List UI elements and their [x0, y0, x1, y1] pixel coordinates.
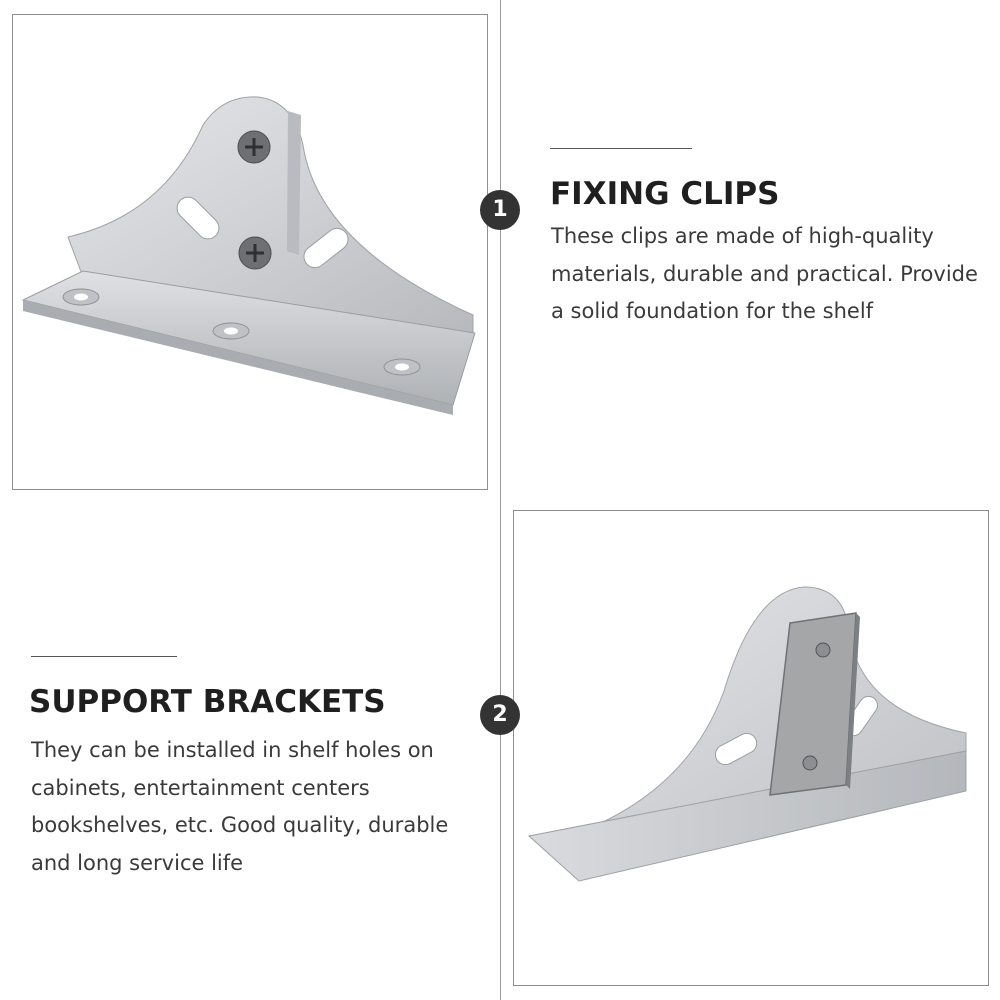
support-bracket-photo — [513, 510, 989, 986]
support-brackets-heading: SUPPORT BRACKETS — [29, 684, 386, 720]
fixing-clip-photo — [12, 14, 488, 490]
back-tab — [287, 111, 301, 255]
section-rule-2 — [31, 656, 177, 657]
screw-icon — [816, 643, 830, 657]
screw-icon — [803, 756, 817, 770]
screw-icon — [238, 131, 270, 163]
support-brackets-description: They can be installed in shelf holes on cabinets, entertainment centers bookshelves, etc. Good quality, durable and long service life — [31, 738, 449, 875]
fixing-clip-illustration — [13, 15, 489, 491]
countersunk-hole-icon — [63, 289, 99, 305]
step-badge-1: 1 — [480, 190, 520, 230]
fixing-clips-heading: FIXING CLIPS — [550, 176, 780, 212]
screw-icon — [239, 237, 271, 269]
countersunk-hole-icon — [384, 359, 420, 375]
fixing-clips-description: These clips are made of high-quality materials, durable and practical. Provide a solid foundation for the shelf — [551, 224, 978, 323]
section-rule-1 — [550, 148, 692, 149]
center-divider — [500, 0, 501, 1000]
support-bracket-illustration — [514, 511, 990, 987]
step-badge-2: 2 — [480, 695, 520, 735]
countersunk-hole-icon — [213, 323, 249, 339]
